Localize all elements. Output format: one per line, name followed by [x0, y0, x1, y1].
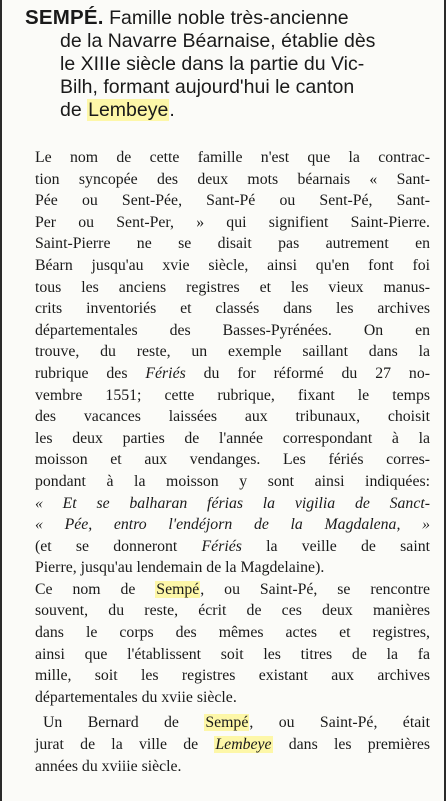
- body-line: années du xviiie siècle.: [35, 757, 182, 775]
- body-line: départementales du xviie siècle.: [35, 688, 237, 706]
- body-line: vembre 1551; cette rubrique, fixant le temps: [35, 386, 430, 404]
- body-line: Un Bernard de Sempé, ou Saint-Pé, était: [43, 714, 430, 732]
- entry-line-2: de la Navarre Béarnaise, établie dès: [60, 30, 376, 52]
- body-line: crits inventoriés et classés dans les archives: [35, 300, 430, 318]
- highlight-lembeye: Lembeye: [88, 99, 169, 121]
- body-line: des vacances laissées aux tribunaux, choisit: [35, 408, 430, 426]
- highlight-lembeye: Lembeye: [215, 736, 272, 754]
- headword: SEMPÉ.: [25, 6, 104, 29]
- body-line: Le nom de cette famille n'est que la contrac-: [35, 149, 430, 166]
- entry-line-1: SEMPÉ. Famille noble très-ancienne: [25, 6, 349, 29]
- body-line: tion syncopée des deux mots béarnais « Sant-: [35, 170, 430, 188]
- body-line: dans le corps des mêmes actes et registres,: [35, 624, 430, 642]
- entry-line-5: de Lembeye.: [60, 99, 175, 121]
- highlight-sempe: Sempé: [156, 580, 200, 598]
- body-line: Saint-Pierre ne se disait pas autrement en: [35, 235, 430, 253]
- quote-line: « Et se balharan férias la vigilia de Sanct-: [35, 494, 430, 512]
- body-line: mille, soit les registres existant aux archives: [35, 667, 430, 685]
- body-line: Béarn jusqu'au xvie siècle, ainsi qu'en font foi: [35, 256, 430, 274]
- body-line: Pierre, jusqu'au lendemain de la Magdelaine).: [35, 559, 325, 577]
- body-line: les deux parties de l'année correspondant à la: [35, 429, 430, 447]
- body-line: pondant à la moisson y sont ainsi indiquées:: [35, 472, 430, 490]
- body-line: départementales des Basses-Pyrénées. On en: [35, 321, 430, 339]
- quote-line: « Pée, entro l'endéjorn de la Magdalena, »: [35, 516, 430, 534]
- body-line: (et se donneront Fériés la veille de saint: [35, 537, 430, 555]
- body-line: Ce nom de Sempé, ou Saint-Pé, se rencontre: [35, 580, 430, 598]
- body-line: Per ou Sent-Per, » qui signifient Saint-Pierre.: [35, 213, 430, 231]
- body-line: souvent, du reste, écrit de ces deux manières: [35, 602, 430, 620]
- body-line: ainsi que l'établissent soit les titres de la fa: [35, 645, 430, 663]
- body-line: tous les anciens registres et les vieux manus-: [35, 278, 430, 296]
- highlight-sempe: Sempé: [205, 714, 249, 732]
- body-line: trouve, du reste, un exemple saillant dans la: [35, 343, 430, 361]
- body-line: Pée ou Sent-Pée, Sant-Pé ou Sent-Pé, Sant-: [35, 192, 430, 210]
- body-line: rubrique des Fériés du for réformé du 27 no-: [35, 364, 430, 382]
- entry-line-3: le XIIIe siècle dans la partie du Vic-: [60, 53, 365, 75]
- body-line: moisson et aux vendanges. Les fériés corres-: [35, 451, 430, 469]
- body-line: jurat de la ville de Lembeye dans les premières: [35, 736, 430, 754]
- body-text: [35, 147, 430, 777]
- entry-line-4: Bilh, formant aujourd'hui le canton: [60, 76, 355, 98]
- entry-heading: [25, 6, 430, 122]
- page-edge-left: [0, 0, 2, 801]
